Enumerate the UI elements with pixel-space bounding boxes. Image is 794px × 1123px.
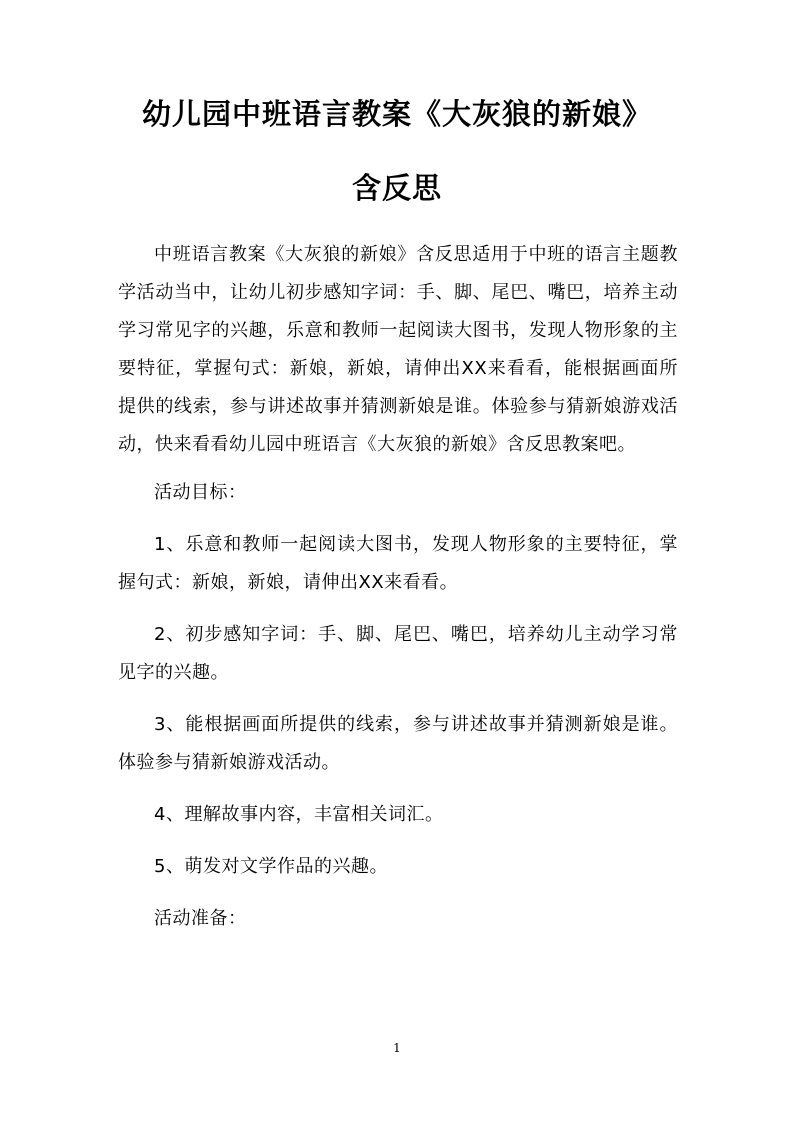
document-title-continued: 含反思 — [351, 171, 442, 205]
goal-item-1: 1、乐意和教师一起阅读大图书，发现人物形象的主要特征，掌握句式：新娘，新娘，请伸出XX来看看。 — [118, 534, 678, 593]
goal-item-3: 3、能根据画面所提供的线索，参与讲述故事并猜测新娘是谁。体验参与猜新娘游戏活动。 — [118, 714, 678, 773]
goals-heading: 活动目标： — [154, 482, 247, 503]
goal-item-4: 4、理解故事内容，丰富相关词汇。 — [154, 804, 444, 825]
page-number: 1 — [393, 1041, 401, 1055]
goal-item-5: 5、萌发对文学作品的兴趣。 — [154, 856, 388, 877]
goal-item-2: 2、初步感知字词：手、脚、尾巴、嘴巴，培养幼儿主动学习常见字的兴趣。 — [118, 624, 678, 683]
preparation-heading: 活动准备： — [154, 908, 247, 929]
document-body — [118, 236, 678, 952]
document-title: 幼儿园中班语言教案《大灰狼的新娘》 — [141, 97, 652, 131]
intro-paragraph: 中班语言教案《大灰狼的新娘》含反思适用于中班的语言主题教学活动当中，让幼儿初步感知字词：手、脚、尾巴、嘴巴，培养主动学习常见字的兴趣，乐意和教师一起阅读大图书，发现人物形象的主要特征，掌握句式：新娘，新娘，请伸出XX来看看，能根据画面所提供的线索，参与讲述故事并猜测新娘是谁。体验参与猜新娘游戏活动，快来看看幼儿园中班语言《大灰狼的新娘》含反思教案吧。 — [118, 244, 678, 455]
